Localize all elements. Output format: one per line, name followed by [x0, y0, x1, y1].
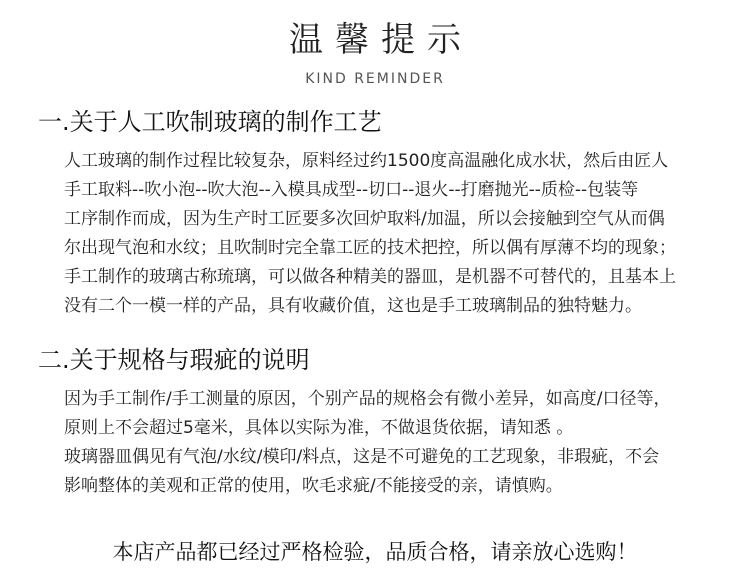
section-2-body: [64, 385, 724, 501]
section-1-line: 手工取料--吹小泡--吹大泡--入模具成型--切口--退火--打磨抛光--质检--包装等: [64, 180, 639, 200]
section-1-heading: 一.关于人工吹制玻璃的制作工艺: [38, 108, 382, 136]
page-title: 温馨提示: [289, 20, 473, 60]
section-2-heading: 二.关于规格与瑕疵的说明: [38, 346, 310, 374]
section-1-body: [64, 147, 724, 321]
section-2-line: 原则上不会超过5毫米，具体以实际为准，不做退货依据，请知悉 。: [64, 418, 574, 438]
section-2-line: 影响整体的美观和正常的使用，吹毛求疵/不能接受的亲，请慎购。: [64, 476, 563, 496]
section-1-line: 工序制作而成，因为生产时工匠要多次回炉取料/加温，所以会接触到空气从而偶: [64, 209, 665, 229]
section-2-line: 玻璃器皿偶见有气泡/水纹/模印/料点，这是不可避免的工艺现象，非瑕疵，不会: [64, 447, 660, 467]
section-2-line: 因为手工制作/手工测量的原因，个别产品的规格会有微小差异，如高度/口径等，: [64, 389, 671, 409]
section-1-line: 人工玻璃的制作过程比较复杂，原料经过约1500度高温融化成水状，然后由匠人: [64, 151, 669, 171]
footer-note: 本店产品都已经过严格检验，品质合格，请亲放心选购！: [112, 540, 638, 564]
section-1-line: 尔出现气泡和水纹；且吹制时完全靠工匠的技术把控，所以偶有厚薄不均的现象；: [64, 238, 676, 258]
page-subtitle: KIND REMINDER: [305, 71, 445, 87]
section-1-line: 手工制作的玻璃古称琉璃，可以做各种精美的器皿，是机器不可替代的，且基本上: [64, 267, 676, 287]
section-1-line: 没有二个一模一样的产品，具有收藏价值，这也是手工玻璃制品的独特魅力。: [64, 296, 642, 316]
